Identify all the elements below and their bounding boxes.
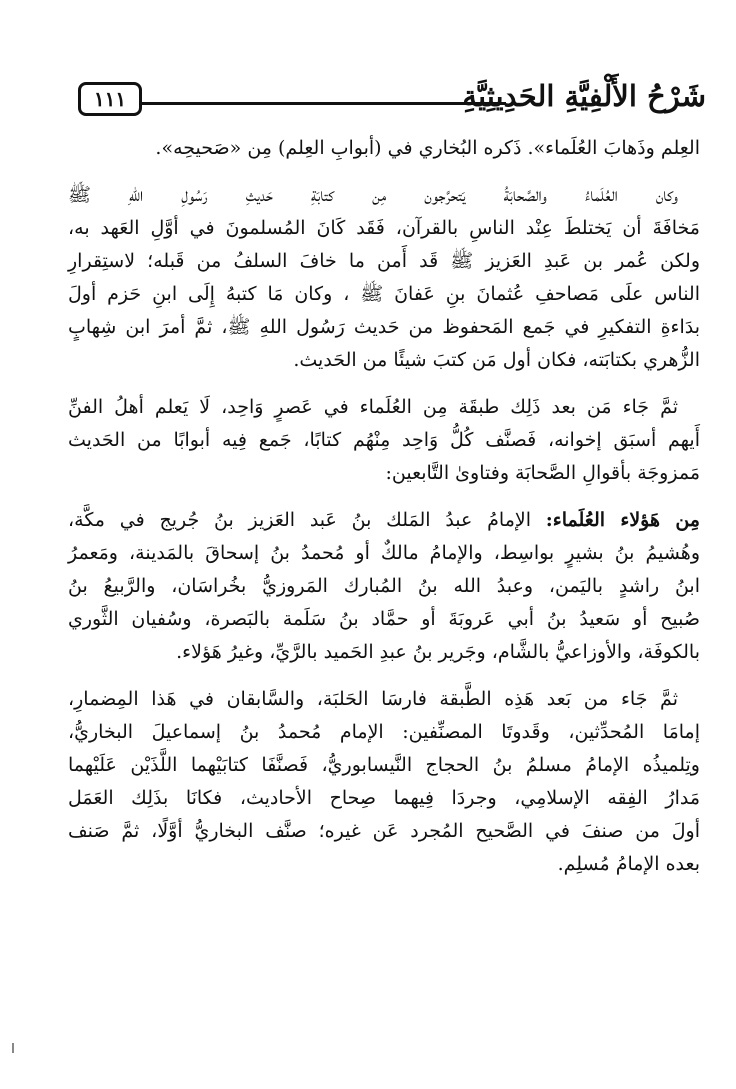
- text-line: [68, 504, 700, 537]
- body-text: [68, 132, 700, 895]
- text-line: مَدارُ الفِقه الإسلامِي، وجردَا فِيهما صِحاح الأحاديث، فكانَا بذَلِك العَمَل: [68, 787, 700, 809]
- text-line: وكان العُلَماءُ والصَّحابَةُ يَتحرَّجون مِن كتابَةِ حَديثِ رَسُولِ اللهِ ﷺ: [68, 184, 678, 206]
- book-title: شَرْحُ الأَلْفِيَّةِ الحَدِيثِيَّةِ: [462, 79, 706, 113]
- text-line: ثمَّ جَاء من بَعد هَذِه الطَّبقة فارسَا الحَلبَة، والسَّابقان في هَذا المِضمارِ،: [68, 688, 678, 710]
- text-line: ولكن عُمر بن عَبدِ العَزيز ﷺ قَد أَمن ما خافَ السلفُ من قَبله؛ لاستِقرارِ: [68, 250, 700, 272]
- header-rule: [142, 102, 506, 105]
- text-line: مَمزوجَة بأقوالِ الصَّحابَة وفتاوىٰ التَّابعين:: [385, 462, 700, 484]
- paragraph-2: [68, 179, 700, 377]
- paragraph-1: [68, 132, 700, 165]
- text-line: صُبيح أو سَعيدُ بنُ أبي عَروبَةَ أو حمَّاد بنُ سَلَمة بالبَصرة، وسُفيان الثَّوري: [68, 608, 700, 630]
- text-line: العِلم وذَهابَ العُلَماء». ذَكره البُخاري في (أبوابِ العِلم) مِن «صَحيحِه».: [155, 137, 700, 159]
- page-number: [78, 82, 142, 116]
- margin-mark: [12, 1043, 14, 1053]
- paragraph-3: [68, 391, 700, 490]
- paragraph-5: [68, 683, 700, 881]
- text-segment: الإمامُ عبدُ المَلك بنُ عَبد العَزيز بنُ جُريج في مكَّة،: [68, 509, 546, 531]
- page-number-text: ١١١: [93, 87, 127, 111]
- running-header: [70, 72, 706, 120]
- paragraph-lead: مِن هَؤلاء العُلَماء:: [545, 509, 700, 531]
- text-line: أولَ من صنفَ في الصَّحيح المُجرد عَن غيره؛ صنَّف البخاريُّ أوَّلًا، ثمَّ صَنف: [68, 820, 700, 842]
- text-line: مَخافَةَ أن يَختلطَ عِنْد الناسِ بالقرآن، فَقَد كَانَ المُسلمونَ في أوَّلِ العَهد به،: [68, 217, 700, 239]
- text-line: ثمَّ جَاء مَن بعد ذَلِك طبقَة مِن العُلَماء في عَصرٍ وَاحِد، لَا يَعلم أهلُ الفنِّ: [68, 396, 678, 418]
- text-line: ابنُ راشدٍ باليَمن، وعبدُ الله بنُ المُبارك المَروزيُّ بخُراسَان، والرَّبيعُ بنُ: [68, 575, 700, 597]
- text-line: الزُّهري بكتابَته، فكان أول مَن كتبَ شيئًا من الحَديث.: [293, 349, 700, 371]
- text-line: إمامَا المُحدِّثين، وقَدوتَا المصنِّفين: الإمام مُحمدُ بنُ إسماعيلَ البخاريُّ،: [68, 721, 700, 743]
- text-line: الناس علَى مَصاحفِ عُثمانَ بنِ عَفانَ ﷺ ، وكان مَا كتبهُ إِلَى ابنِ حَزم أولَ: [68, 283, 700, 305]
- text-line: بعده الإمامُ مُسلِم.: [557, 853, 700, 875]
- text-line: أَيهم أسبَق إخوانه، فَصنَّف كُلُّ وَاحِد مِنْهُم كتابًا، جَمع فِيه أبوابًا من الحَديث: [68, 429, 700, 451]
- text-line: وتِلميذُه الإمامُ مسلمُ بنُ الحجاج النَّيسابوريُّ، فَصنَّفَا كتابَيْهما اللَّذَيْن عَلَيْهما: [68, 754, 700, 776]
- text-line: وهُشيمُ بنُ بشيرٍ بواسِط، والإمامُ مالكٌ أو مُحمدُ بنُ إسحاقَ بالمَدينة، ومَعمرُ: [68, 542, 700, 564]
- text-line: بدَاءةِ التفكيرِ في جَمع المَحفوظ من حَديث رَسُول اللهِ ﷺ، ثمَّ أمرَ ابن شِهابٍ: [68, 316, 700, 338]
- paragraph-4: [68, 504, 700, 669]
- text-line: بالكوفَة، والأوزاعيُّ بالشَّام، وجَرير بنُ عبدِ الحَميد بالرَّيِّ، وغيرُ هَؤلاء.: [176, 641, 700, 663]
